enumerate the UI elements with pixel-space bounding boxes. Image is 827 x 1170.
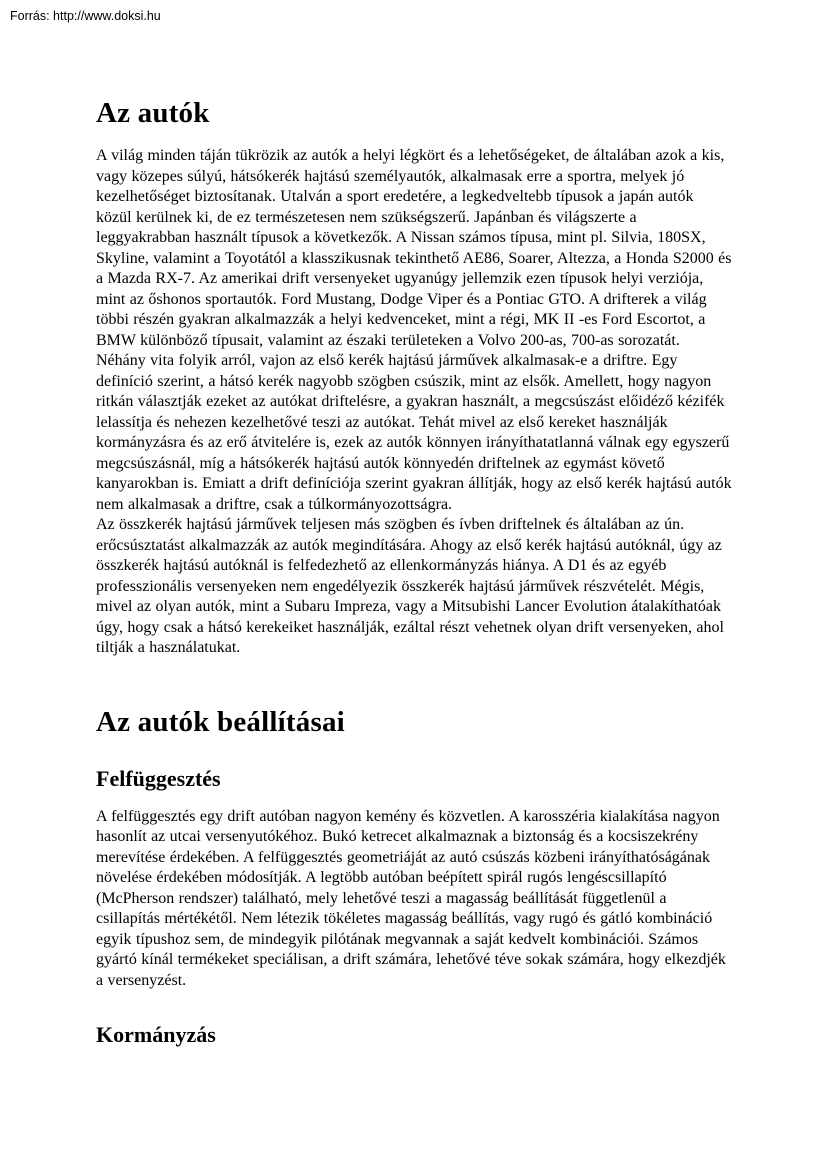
- source-url-label: Forrás: http://www.doksi.hu: [10, 9, 161, 23]
- section-heading-car-settings: Az autók beállításai: [96, 705, 345, 738]
- suspension-paragraph: A felfüggesztés egy drift autóban nagyon kemény és közvetlen. A karosszéria kialakítása nagyon hasonlít az utcai versenyutókéhoz. Bukó ketrecet alkalmaznak a biztonság és a kocsiszekrény merevítése érdekében. A felfüggesztés geometriáját az autó csúszás közbeni irányíthatóságának növelése érdekében módosítják. A legtöbb autóban beépített spirál rugós lengéscsillapító (McPherson rendszer) található, mely lehetővé teszi a magasság beállítását függetlenül a csillapítás mértékétől. Nem létezik tökéletes magasság beállítás, vagy rugó és gátló kombináció egyik típushoz sem, de mindegyik pilótának megvannak a saját kedvelt kombinációi. Számos gyártó kínál termékeket speciálisan, a drift számára, lehetővé téve sokak számára, hogy elkezdjék a versenyzést.: [96, 807, 726, 989]
- subsection-heading-steering: Kormányzás: [96, 1022, 216, 1047]
- intro-paragraph-3: Az összkerék hajtású járművek teljesen más szögben és ívben driftelnek és általában az ún. erőcsúsztatást alkalmazzák az autók megindítására. Ahogy az első kerék hajtású autóknál, úgy az összkerék hajtású autóknál is felfedezhető az ellenkormányzás hiánya. A D1 és az egyéb professzionális versenyeken nem engedélyezik összkerék hajtású járművek részvételét. Mégis, mivel az olyan autók, mint a Subaru Impreza, vagy a Mitsubishi Lancer Evolution átalakíthatóak úgy, hogy csak a hátsó kerekeiket használják, ezáltal részt vehetnek olyan drift versenyeken, ahol tiltják a használatukat.: [96, 516, 724, 656]
- document-content: [96, 0, 732, 1048]
- subsection-heading-suspension: Felfüggesztés: [96, 765, 221, 791]
- page-title: Az autók: [96, 97, 210, 129]
- intro-paragraph-2: Néhány vita folyik arról, vajon az első kerék hajtású járművek alkalmasak-e a driftre. Egy definíció szerint, a hátsó kerék nagyobb szögben csúszik, mint az elsők. Amellett, hogy nagyon ritkán választják ezeket az autókat driftelésre, a gyakran használt, a megcsúszást előidéző kézifék lelassítja és nehezen kezelhetővé teszi az autókat. Tehát mivel az első kereket használják kormányzásra és az erő átvitelére is, ezek az autók könnyen irányíthatatlanná válnak egy egyszerű megcsúszásnál, míg a hátsókerék hajtású autók könnyedén driftelnek az egymást követő kanyarokban is. Emiatt a drift definíciója szerint gyakran állítják, hogy az első kerék hajtású autók nem alkalmasak a driftre, csak a túlkormányozottságra.: [96, 352, 732, 513]
- intro-paragraph-1: A világ minden táján tükrözik az autók a helyi légkört és a lehetőségeket, de általában azok a kis, vagy közepes súlyú, hátsókerék hajtású személyautók, alkalmasak erre a sportra, melyek jó kezelhetőséget biztosítanak. Utalván a sport eredetére, a legkedveltebb típusok a japán autók közül kerülnek ki, de ez természetesen nem szükségszerű. Japánban és világszerte a leggyakrabban használt típusok a következők. A Nissan számos típusa, mint pl. Silvia, 180SX, Skyline, valamint a Toyotától a klasszikusnak tekinthető AE86, Soarer, Altezza, a Honda S2000 és a Mazda RX-7. Az amerikai drift versenyeket ugyanúgy jellemzik ezen típusok helyi verziója, mint az őshonos sportautók. Ford Mustang, Dodge Viper és a Pontiac GTO. A drifterek a világ többi részén gyakran alkalmazzák a helyi kedvenceket, mint a régi, MK II -es Ford Escortot, a BMW különböző típusait, valamint az északi területeken a Volvo 200-as, 700-as sorozatát.: [96, 147, 732, 349]
